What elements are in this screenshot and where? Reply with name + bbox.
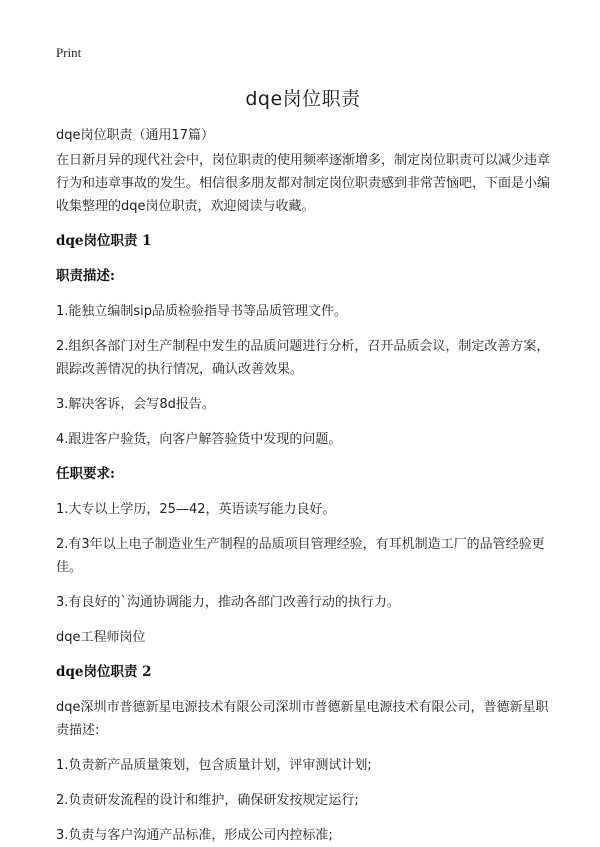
requirement-item: 1.大专以上学历，25—42，英语读写能力良好。 [56,502,336,517]
requirements-heading: 任职要求: [56,466,115,482]
section2-item: 1.负责新产品质量策划，包含质量计划，评审测试计划; [56,758,372,773]
section2-item: 2.负责研发流程的设计和维护，确保研发按规定运行; [56,793,359,808]
requirement-item: 3.有良好的`沟通协调能力，推动各部门改善行动的执行力。 [56,595,400,610]
document-subtitle: dqe岗位职责（通用17篇） [56,128,215,143]
section2-intro: dqe深圳市普德新星电源技术有限公司深圳市普德新星电源技术有限公司，普德新星职责描述: [56,700,549,738]
section1-heading: dqe岗位职责 1 [56,233,152,249]
position-line: dqe工程师岗位 [56,630,146,645]
section2-heading: dqe岗位职责 2 [56,664,152,680]
intro-paragraph: 在日新月异的现代社会中，岗位职责的使用频率逐渐增多，制定岗位职责可以减少违章行为和违章事故的发生。相信很多朋友都对制定岗位职责感到非常苦恼吧，下面是小编收集整理的dqe岗位职责，欢迎阅读与收藏。 [56,153,551,214]
duty-item: 3.解决客诉，会写8d报告。 [56,397,215,412]
document-title: dqe岗位职责 [245,88,361,110]
print-label: Print [56,45,82,60]
duties-heading: 职责描述: [56,268,115,284]
requirement-item: 2.有3年以上电子制造业生产制程的品质项目管理经验，有耳机制造工厂的品管经验更佳。 [56,537,545,575]
section2-item: 3.负责与客户沟通产品标准，形成公司内控标准; [56,828,333,843]
duty-item: 4.跟进客户验货，向客户解答验货中发现的问题。 [56,432,342,447]
duty-item: 1.能独立编制sip品质检验指导书等品质管理文件。 [56,304,348,319]
duty-item: 2.组织各部门对生产制程中发生的品质问题进行分析，召开品质会议，制定改善方案，跟踪改善情况的执行情况，确认改善效果。 [56,339,550,377]
